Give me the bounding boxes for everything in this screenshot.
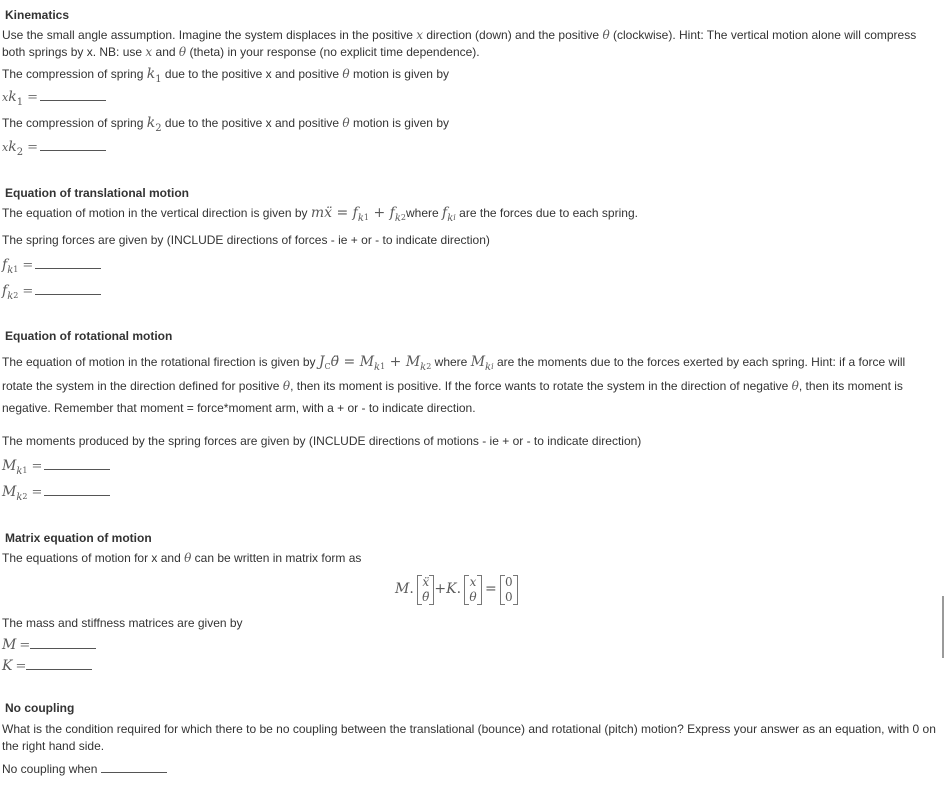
equals-sign: =	[22, 284, 34, 299]
text: , then its moment is negative. Remember that moment = force*moment arm, with a + or - to indicate direction.	[2, 379, 903, 415]
stiffness-matrix-symbol: K	[446, 581, 457, 598]
acceleration-vector	[417, 575, 434, 605]
moments-text: The moments produced by the spring forces are given by (INCLUDE directions of motions - ie + or - to indicate direction)	[2, 434, 642, 448]
intro-text: direction (down) and the positive	[423, 28, 603, 42]
kinematics-heading: Kinematics	[5, 8, 70, 22]
matrices-given-text: The mass and stiffness matrices are given by	[2, 616, 243, 630]
k1-compression-text	[2, 66, 449, 85]
mk2-answer-row	[2, 483, 110, 503]
subscript: 1	[363, 213, 370, 222]
kinematics-intro	[2, 27, 938, 61]
text: The equation of motion in the rotational firection is given by	[2, 355, 319, 369]
subscript: 1	[16, 97, 24, 108]
subscript: C	[324, 362, 331, 371]
j-symbol: J	[318, 354, 325, 370]
translation-equation-text	[2, 205, 638, 224]
subscript: i	[491, 362, 494, 371]
k-answer-row	[2, 657, 92, 674]
equals-sign: =	[19, 638, 31, 653]
rotation-equation-text	[2, 351, 924, 419]
equals-sign: =	[27, 140, 38, 155]
mass-matrix-input[interactable]	[30, 636, 96, 649]
vector-entry: x	[469, 575, 477, 589]
coupling-input[interactable]	[101, 760, 167, 773]
k-subscript: k	[357, 213, 364, 224]
k-subscript: k	[394, 213, 401, 224]
k-symbol: k	[146, 66, 156, 82]
vector-entry: ẍ	[422, 575, 430, 589]
fk2-input[interactable]	[35, 282, 101, 295]
k-symbol: k	[146, 115, 156, 131]
text: due to the positive x and positive	[161, 67, 343, 81]
f-symbol: f	[2, 257, 8, 273]
xk2-input[interactable]	[40, 138, 106, 151]
k-subscript: k	[374, 362, 381, 373]
matrix-heading: Matrix equation of motion	[5, 531, 152, 545]
fk1-answer-row	[2, 256, 101, 276]
intro-text: and	[152, 45, 179, 59]
theta-symbol: θ	[342, 67, 350, 81]
mk1-input[interactable]	[44, 457, 110, 470]
k-subscript: k	[447, 213, 454, 224]
thetadd-symbol: θ̈	[330, 354, 340, 370]
theta-symbol: θ	[178, 45, 187, 59]
text: where	[431, 355, 471, 369]
rotation-heading: Equation of rotational motion	[5, 329, 173, 343]
subscript: 2	[400, 213, 406, 222]
text: motion is given by	[349, 67, 449, 81]
dot: .	[409, 581, 414, 598]
vector-entry: θ	[469, 590, 477, 604]
intro-text: (clockwise). Hint: The vertical motion alone will compress both springs by x. NB: use	[2, 28, 917, 59]
matrix-equation	[395, 575, 518, 605]
x-symbol: x	[2, 141, 9, 154]
m-symbol: m	[310, 205, 325, 221]
k-symbol: k	[8, 139, 17, 155]
f-symbol: f	[352, 205, 358, 221]
subscript: 2	[155, 123, 162, 134]
k-subscript: k	[7, 291, 14, 302]
vector-entry: 0	[505, 590, 513, 604]
vector-entry: θ̈	[422, 590, 430, 604]
mk1-answer-row	[2, 457, 110, 477]
theta-symbol: θ	[282, 379, 291, 393]
coupling-heading: No coupling	[5, 701, 75, 715]
equals-sign: =	[27, 90, 38, 105]
m-answer-row	[2, 636, 96, 653]
displacement-vector	[464, 575, 481, 605]
equals-sign: =	[332, 205, 353, 221]
m-symbol: M	[2, 484, 17, 500]
k-subscript: k	[16, 466, 23, 477]
intro-text: (theta) in your response (no explicit time dependence).	[186, 45, 480, 59]
theta-symbol: θ	[342, 116, 350, 130]
stiffness-matrix-input[interactable]	[26, 657, 92, 670]
theta-symbol: θ	[791, 379, 799, 393]
plus-sign: +	[385, 354, 406, 370]
text: are the forces due to each spring.	[455, 206, 638, 220]
f-symbol: f	[389, 205, 395, 221]
text: The equation of motion in the vertical direction is given by	[2, 206, 311, 220]
zero-vector	[500, 575, 518, 605]
equals-sign: =	[22, 258, 34, 273]
fk2-answer-row	[2, 282, 101, 302]
text: where	[406, 206, 443, 220]
subscript: 1	[13, 265, 19, 274]
matrix-intro-text	[2, 551, 361, 565]
coupling-label: No coupling when	[2, 762, 101, 776]
x-symbol: x	[416, 28, 423, 42]
k-subscript: k	[7, 265, 14, 276]
k2-compression-text	[2, 115, 449, 134]
translation-heading: Equation of translational motion	[5, 186, 189, 200]
m-symbol: M	[2, 637, 17, 653]
dot: .	[456, 581, 462, 598]
theta-symbol: θ	[184, 551, 192, 565]
subscript: 2	[22, 492, 28, 501]
m-symbol: M	[359, 354, 375, 370]
equals-sign: =	[31, 485, 43, 500]
plus-sign: +	[434, 581, 447, 598]
coupling-answer-row	[2, 760, 167, 776]
fk1-input[interactable]	[35, 256, 101, 269]
subscript: 1	[380, 362, 386, 371]
mass-matrix-symbol: M	[395, 581, 410, 598]
subscript: 2	[13, 291, 19, 300]
text: can be written in matrix form as	[191, 551, 362, 565]
text: The equations of motion for x and	[2, 551, 185, 565]
f-symbol: f	[442, 205, 448, 221]
k-subscript: k	[420, 362, 427, 373]
x-symbol: x	[2, 91, 9, 104]
xdd-symbol: ẍ	[324, 205, 333, 221]
text: The compression of spring	[2, 116, 147, 130]
xk1-input[interactable]	[40, 88, 106, 101]
k-subscript: k	[485, 362, 492, 373]
subscript: 2	[16, 147, 24, 158]
k-subscript: k	[16, 492, 23, 503]
text: motion is given by	[349, 116, 449, 130]
subscript: 1	[22, 466, 28, 475]
theta-symbol: θ	[602, 28, 610, 42]
m-symbol: M	[470, 354, 486, 370]
subscript: 1	[155, 74, 162, 85]
vector-entry: 0	[505, 575, 513, 589]
f-symbol: f	[2, 283, 8, 299]
plus-sign: +	[369, 205, 390, 221]
xk1-answer-row	[2, 88, 106, 108]
k-symbol: k	[8, 89, 17, 105]
x-symbol: x	[145, 45, 153, 59]
equals-sign: =	[484, 581, 497, 598]
spring-forces-text: The spring forces are given by (INCLUDE directions of forces - ie + or - to indicate direction)	[2, 233, 490, 247]
m-symbol: M	[405, 354, 421, 370]
coupling-question: What is the condition required for which there to be no coupling between the translational (bounce) and rotational (pitch) motion? Express your answer as an equation, with 0 on the right hand side.	[2, 722, 936, 753]
mk2-input[interactable]	[44, 483, 110, 496]
text: due to the positive x and positive	[161, 116, 343, 130]
text: , then its moment is positive. If the force wants to rotate the system in the direction of negative	[290, 379, 792, 393]
intro-text: Use the small angle assumption. Imagine the system displaces in the positive	[2, 28, 417, 42]
equals-sign: =	[15, 659, 27, 674]
subscript: i	[453, 213, 456, 222]
equals-sign: =	[31, 459, 43, 474]
m-symbol: M	[2, 458, 17, 474]
text: The compression of spring	[2, 67, 147, 81]
text: are the moments due to the forces exerted by each spring. Hint: if a force will rotate the system in the direction defined for positive	[2, 355, 906, 393]
equals-sign: =	[339, 354, 360, 370]
xk2-answer-row	[2, 138, 106, 158]
k-symbol: K	[2, 658, 13, 674]
subscript: 2	[426, 362, 432, 371]
